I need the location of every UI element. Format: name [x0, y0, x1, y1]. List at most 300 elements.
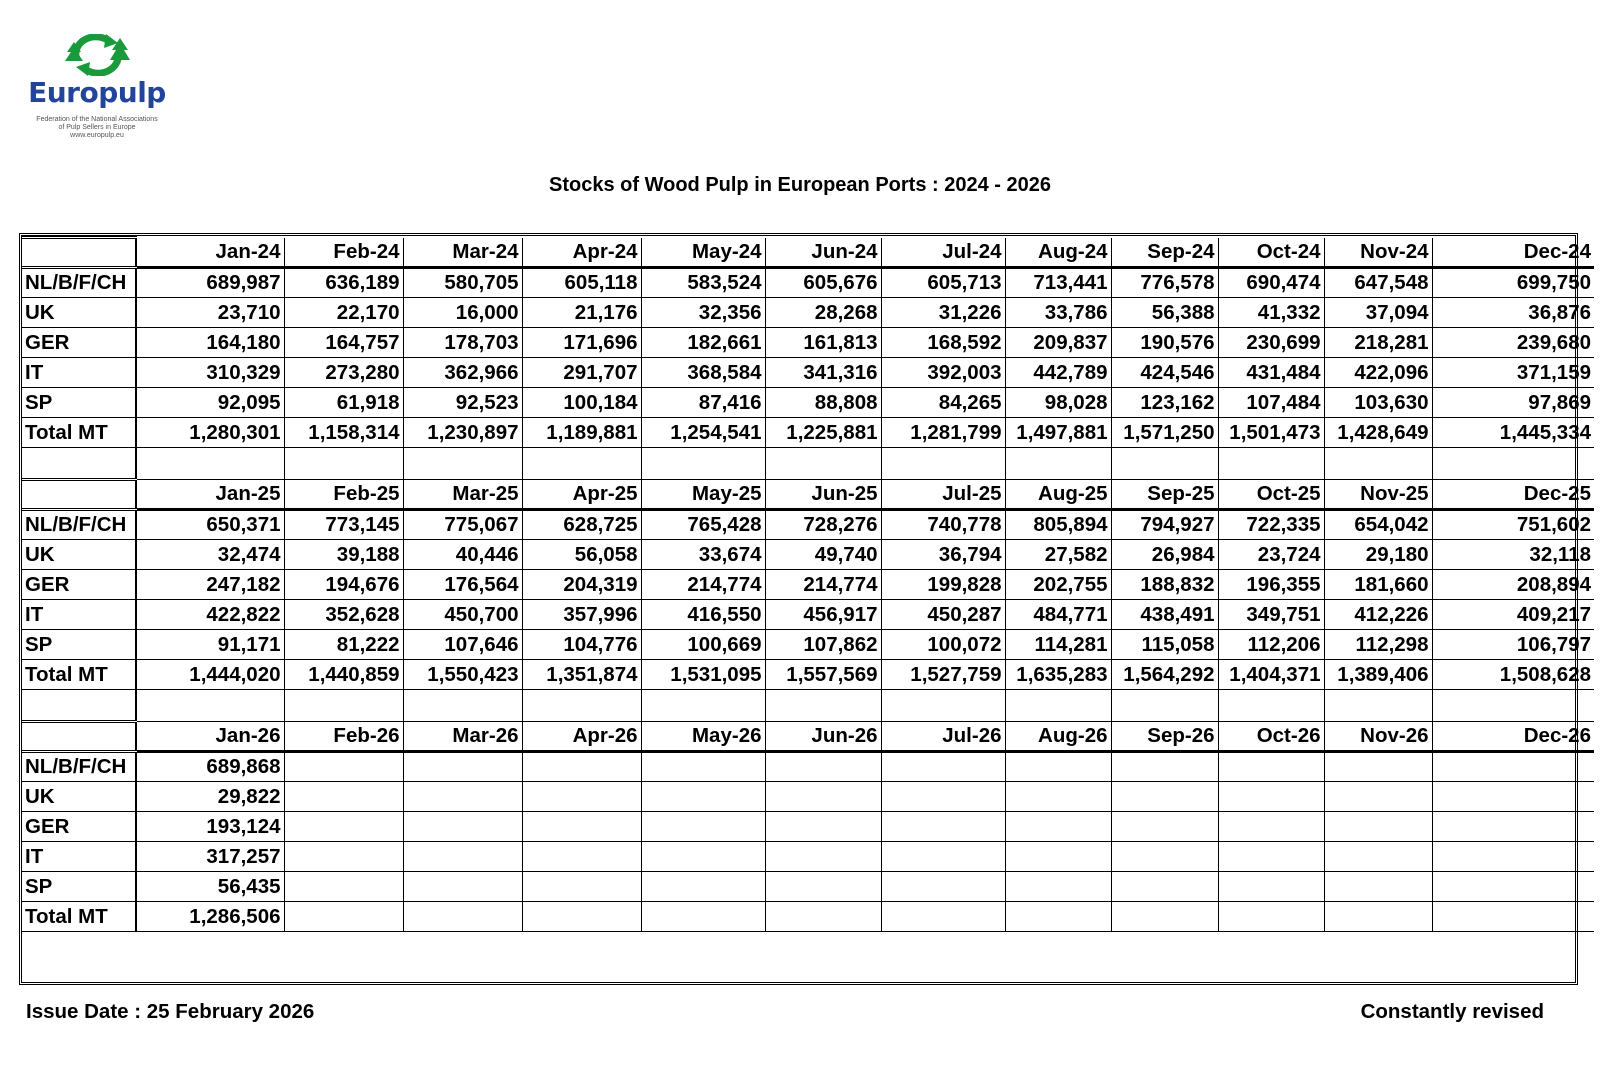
- month-header-cell: May-26: [641, 722, 765, 752]
- value-cell: 456,917: [765, 600, 881, 630]
- month-header-cell: May-24: [641, 238, 765, 268]
- value-cell: 202,755: [1005, 570, 1111, 600]
- value-cell: [881, 782, 1005, 812]
- value-cell: 107,484: [1218, 388, 1324, 418]
- table-row: [22, 268, 1594, 298]
- month-header-cell: May-25: [641, 480, 765, 510]
- row-label: Total MT: [22, 902, 136, 932]
- value-cell: 699,750: [1432, 268, 1594, 298]
- value-cell: 1,230,897: [403, 418, 522, 448]
- value-cell: [522, 752, 641, 782]
- month-header-row: [22, 480, 1594, 510]
- value-cell: [403, 782, 522, 812]
- month-header-cell: Apr-24: [522, 238, 641, 268]
- value-cell: 371,159: [1432, 358, 1594, 388]
- spacer-row: [22, 448, 1594, 480]
- value-cell: 1,404,371: [1218, 660, 1324, 690]
- empty-cell: [1432, 690, 1594, 722]
- value-cell: 412,226: [1324, 600, 1432, 630]
- value-cell: 112,298: [1324, 630, 1432, 660]
- row-label: NL/B/F/CH: [22, 752, 136, 782]
- empty-cell: [1324, 448, 1432, 480]
- value-cell: 230,699: [1218, 328, 1324, 358]
- corner-cell: [22, 722, 136, 752]
- row-label: SP: [22, 630, 136, 660]
- table-row: [22, 388, 1594, 418]
- empty-cell: [1005, 690, 1111, 722]
- value-cell: [1324, 752, 1432, 782]
- row-label: UK: [22, 298, 136, 328]
- value-cell: 352,628: [284, 600, 403, 630]
- value-cell: 1,440,859: [284, 660, 403, 690]
- value-cell: 164,757: [284, 328, 403, 358]
- value-cell: 722,335: [1218, 510, 1324, 540]
- value-cell: [1432, 782, 1594, 812]
- value-cell: [1005, 752, 1111, 782]
- issue-date: Issue Date : 25 February 2026: [26, 1000, 315, 1023]
- value-cell: 583,524: [641, 268, 765, 298]
- value-cell: [403, 812, 522, 842]
- value-cell: 29,180: [1324, 540, 1432, 570]
- value-cell: [403, 752, 522, 782]
- empty-cell: [881, 690, 1005, 722]
- value-cell: 36,876: [1432, 298, 1594, 328]
- value-cell: 1,501,473: [1218, 418, 1324, 448]
- value-cell: 32,474: [136, 540, 284, 570]
- empty-cell: [641, 690, 765, 722]
- empty-cell: [522, 448, 641, 480]
- spacer-row: [22, 690, 1594, 722]
- value-cell: [1324, 782, 1432, 812]
- value-cell: 56,388: [1111, 298, 1218, 328]
- month-header-cell: Aug-24: [1005, 238, 1111, 268]
- value-cell: [1218, 842, 1324, 872]
- value-cell: 1,225,881: [765, 418, 881, 448]
- value-cell: [1111, 752, 1218, 782]
- row-label: GER: [22, 328, 136, 358]
- month-header-cell: Oct-26: [1218, 722, 1324, 752]
- value-cell: 438,491: [1111, 600, 1218, 630]
- value-cell: [522, 782, 641, 812]
- value-cell: 84,265: [881, 388, 1005, 418]
- month-header-cell: Jul-25: [881, 480, 1005, 510]
- value-cell: 196,355: [1218, 570, 1324, 600]
- value-cell: [522, 842, 641, 872]
- table-row: [22, 510, 1594, 540]
- value-cell: 41,332: [1218, 298, 1324, 328]
- value-cell: [1111, 812, 1218, 842]
- row-label: Total MT: [22, 418, 136, 448]
- value-cell: 1,280,301: [136, 418, 284, 448]
- empty-cell: [403, 448, 522, 480]
- table-row: [22, 358, 1594, 388]
- empty-cell: [136, 690, 284, 722]
- value-cell: 422,822: [136, 600, 284, 630]
- value-cell: 204,319: [522, 570, 641, 600]
- value-cell: [1324, 872, 1432, 902]
- value-cell: [284, 872, 403, 902]
- empty-cell: [1324, 690, 1432, 722]
- value-cell: 87,416: [641, 388, 765, 418]
- value-cell: [1218, 782, 1324, 812]
- value-cell: 422,096: [1324, 358, 1432, 388]
- table-row: [22, 872, 1594, 902]
- value-cell: [1218, 812, 1324, 842]
- month-header-cell: Oct-25: [1218, 480, 1324, 510]
- empty-cell: [522, 690, 641, 722]
- empty-cell: [641, 448, 765, 480]
- month-header-cell: Jan-25: [136, 480, 284, 510]
- value-cell: 1,557,569: [765, 660, 881, 690]
- value-cell: [284, 752, 403, 782]
- value-cell: 776,578: [1111, 268, 1218, 298]
- value-cell: 31,226: [881, 298, 1005, 328]
- value-cell: 40,446: [403, 540, 522, 570]
- value-cell: [403, 872, 522, 902]
- value-cell: 1,571,250: [1111, 418, 1218, 448]
- value-cell: [641, 782, 765, 812]
- value-cell: 1,564,292: [1111, 660, 1218, 690]
- value-cell: 27,582: [1005, 540, 1111, 570]
- value-cell: 33,674: [641, 540, 765, 570]
- value-cell: 1,527,759: [881, 660, 1005, 690]
- value-cell: 310,329: [136, 358, 284, 388]
- value-cell: 181,660: [1324, 570, 1432, 600]
- value-cell: 168,592: [881, 328, 1005, 358]
- value-cell: 1,254,541: [641, 418, 765, 448]
- value-cell: [522, 812, 641, 842]
- empty-cell: [1218, 448, 1324, 480]
- table-row: [22, 812, 1594, 842]
- table-row: [22, 298, 1594, 328]
- value-cell: [881, 902, 1005, 932]
- value-cell: [641, 752, 765, 782]
- value-cell: 636,189: [284, 268, 403, 298]
- revision-note: Constantly revised: [1360, 1000, 1544, 1023]
- value-cell: [765, 812, 881, 842]
- row-label: IT: [22, 842, 136, 872]
- value-cell: 26,984: [1111, 540, 1218, 570]
- empty-cell: [1111, 690, 1218, 722]
- row-label: UK: [22, 782, 136, 812]
- value-cell: 49,740: [765, 540, 881, 570]
- value-cell: 317,257: [136, 842, 284, 872]
- value-cell: [1111, 842, 1218, 872]
- value-cell: [641, 812, 765, 842]
- empty-cell: [1111, 448, 1218, 480]
- value-cell: 247,182: [136, 570, 284, 600]
- value-cell: 106,797: [1432, 630, 1594, 660]
- month-header-cell: Dec-26: [1432, 722, 1594, 752]
- value-cell: 28,268: [765, 298, 881, 328]
- value-cell: [765, 872, 881, 902]
- value-cell: 484,771: [1005, 600, 1111, 630]
- value-cell: 654,042: [1324, 510, 1432, 540]
- value-cell: 1,351,874: [522, 660, 641, 690]
- table-row: [22, 782, 1594, 812]
- value-cell: 416,550: [641, 600, 765, 630]
- value-cell: 341,316: [765, 358, 881, 388]
- month-header-cell: Jun-25: [765, 480, 881, 510]
- value-cell: [403, 902, 522, 932]
- corner-cell: [22, 480, 136, 510]
- value-cell: 580,705: [403, 268, 522, 298]
- value-cell: 409,217: [1432, 600, 1594, 630]
- month-header-row: [22, 722, 1594, 752]
- month-header-cell: Nov-24: [1324, 238, 1432, 268]
- value-cell: 171,696: [522, 328, 641, 358]
- value-cell: 115,058: [1111, 630, 1218, 660]
- value-cell: [765, 752, 881, 782]
- value-cell: [765, 842, 881, 872]
- value-cell: 21,176: [522, 298, 641, 328]
- value-cell: 647,548: [1324, 268, 1432, 298]
- month-header-cell: Jun-26: [765, 722, 881, 752]
- empty-cell: [1218, 690, 1324, 722]
- value-cell: [522, 872, 641, 902]
- value-cell: 88,808: [765, 388, 881, 418]
- empty-cell: [765, 448, 881, 480]
- month-header-cell: Aug-25: [1005, 480, 1111, 510]
- value-cell: 773,145: [284, 510, 403, 540]
- empty-cell: [1432, 448, 1594, 480]
- row-label: IT: [22, 358, 136, 388]
- value-cell: 605,118: [522, 268, 641, 298]
- value-cell: 61,918: [284, 388, 403, 418]
- value-cell: 424,546: [1111, 358, 1218, 388]
- logo-tagline: Federation of the National Associations of Pulp Sellers in Europe www.europulp.eu: [36, 116, 158, 139]
- value-cell: 357,996: [522, 600, 641, 630]
- value-cell: [881, 752, 1005, 782]
- value-cell: [1005, 902, 1111, 932]
- value-cell: 208,894: [1432, 570, 1594, 600]
- value-cell: [403, 842, 522, 872]
- page-title: Stocks of Wood Pulp in European Ports : 2024 - 2026: [549, 174, 1051, 196]
- value-cell: 190,576: [1111, 328, 1218, 358]
- value-cell: [1005, 812, 1111, 842]
- value-cell: 112,206: [1218, 630, 1324, 660]
- month-header-row: [22, 238, 1594, 268]
- value-cell: 92,095: [136, 388, 284, 418]
- row-label: Total MT: [22, 660, 136, 690]
- month-header-cell: Nov-26: [1324, 722, 1432, 752]
- value-cell: 107,862: [765, 630, 881, 660]
- month-header-cell: Jun-24: [765, 238, 881, 268]
- value-cell: [284, 842, 403, 872]
- value-cell: 1,158,314: [284, 418, 403, 448]
- value-cell: 33,786: [1005, 298, 1111, 328]
- value-cell: [1218, 752, 1324, 782]
- value-cell: 605,713: [881, 268, 1005, 298]
- value-cell: 97,869: [1432, 388, 1594, 418]
- value-cell: 713,441: [1005, 268, 1111, 298]
- value-cell: 214,774: [765, 570, 881, 600]
- empty-cell: [1005, 448, 1111, 480]
- value-cell: 1,428,649: [1324, 418, 1432, 448]
- value-cell: 751,602: [1432, 510, 1594, 540]
- value-cell: [284, 812, 403, 842]
- value-cell: 209,837: [1005, 328, 1111, 358]
- value-cell: 81,222: [284, 630, 403, 660]
- month-header-cell: Sep-26: [1111, 722, 1218, 752]
- value-cell: 193,124: [136, 812, 284, 842]
- table-row: [22, 630, 1594, 660]
- value-cell: 805,894: [1005, 510, 1111, 540]
- month-header-cell: Jan-24: [136, 238, 284, 268]
- month-header-cell: Mar-24: [403, 238, 522, 268]
- value-cell: [641, 872, 765, 902]
- month-header-cell: Apr-25: [522, 480, 641, 510]
- value-cell: 91,171: [136, 630, 284, 660]
- month-header-cell: Jan-26: [136, 722, 284, 752]
- value-cell: 1,286,506: [136, 902, 284, 932]
- month-header-cell: Sep-25: [1111, 480, 1218, 510]
- value-cell: 1,635,283: [1005, 660, 1111, 690]
- value-cell: 728,276: [765, 510, 881, 540]
- value-cell: 188,832: [1111, 570, 1218, 600]
- month-header-cell: Dec-25: [1432, 480, 1594, 510]
- month-header-cell: Aug-26: [1005, 722, 1111, 752]
- value-cell: 100,184: [522, 388, 641, 418]
- month-header-cell: Oct-24: [1218, 238, 1324, 268]
- value-cell: 176,564: [403, 570, 522, 600]
- value-cell: 22,170: [284, 298, 403, 328]
- month-header-cell: Apr-26: [522, 722, 641, 752]
- value-cell: 650,371: [136, 510, 284, 540]
- value-cell: 92,523: [403, 388, 522, 418]
- empty-cell: [881, 448, 1005, 480]
- value-cell: 450,287: [881, 600, 1005, 630]
- value-cell: [881, 842, 1005, 872]
- value-cell: 368,584: [641, 358, 765, 388]
- value-cell: [1005, 842, 1111, 872]
- value-cell: 1,531,095: [641, 660, 765, 690]
- value-cell: 104,776: [522, 630, 641, 660]
- corner-cell: [22, 238, 136, 268]
- table-row: [22, 842, 1594, 872]
- value-cell: 182,661: [641, 328, 765, 358]
- value-cell: 291,707: [522, 358, 641, 388]
- value-cell: 1,281,799: [881, 418, 1005, 448]
- value-cell: 689,868: [136, 752, 284, 782]
- logo-name: Europulp: [28, 76, 166, 109]
- value-cell: 98,028: [1005, 388, 1111, 418]
- value-cell: [1218, 902, 1324, 932]
- stocks-table: [22, 236, 1594, 932]
- month-header-cell: Feb-25: [284, 480, 403, 510]
- value-cell: 605,676: [765, 268, 881, 298]
- empty-cell: [22, 448, 136, 480]
- value-cell: 450,700: [403, 600, 522, 630]
- value-cell: 36,794: [881, 540, 1005, 570]
- value-cell: 214,774: [641, 570, 765, 600]
- value-cell: [284, 902, 403, 932]
- value-cell: [522, 902, 641, 932]
- empty-cell: [22, 690, 136, 722]
- row-label: SP: [22, 872, 136, 902]
- value-cell: 690,474: [1218, 268, 1324, 298]
- row-label: UK: [22, 540, 136, 570]
- value-cell: 23,710: [136, 298, 284, 328]
- value-cell: 29,822: [136, 782, 284, 812]
- value-cell: 100,072: [881, 630, 1005, 660]
- value-cell: 23,724: [1218, 540, 1324, 570]
- value-cell: 161,813: [765, 328, 881, 358]
- value-cell: 775,067: [403, 510, 522, 540]
- value-cell: 740,778: [881, 510, 1005, 540]
- month-header-cell: Mar-25: [403, 480, 522, 510]
- value-cell: 442,789: [1005, 358, 1111, 388]
- table-row: [22, 902, 1594, 932]
- row-label: SP: [22, 388, 136, 418]
- value-cell: [1218, 872, 1324, 902]
- value-cell: 16,000: [403, 298, 522, 328]
- value-cell: 794,927: [1111, 510, 1218, 540]
- value-cell: [1324, 902, 1432, 932]
- value-cell: [641, 842, 765, 872]
- value-cell: 349,751: [1218, 600, 1324, 630]
- value-cell: 239,680: [1432, 328, 1594, 358]
- value-cell: 107,646: [403, 630, 522, 660]
- value-cell: [1432, 752, 1594, 782]
- row-label: GER: [22, 570, 136, 600]
- value-cell: [1432, 812, 1594, 842]
- month-header-cell: Jul-24: [881, 238, 1005, 268]
- value-cell: [765, 902, 881, 932]
- value-cell: [1324, 812, 1432, 842]
- month-header-cell: Dec-24: [1432, 238, 1594, 268]
- month-header-cell: Feb-24: [284, 238, 403, 268]
- value-cell: [1005, 872, 1111, 902]
- value-cell: 32,356: [641, 298, 765, 328]
- value-cell: 1,444,020: [136, 660, 284, 690]
- month-header-cell: Nov-25: [1324, 480, 1432, 510]
- value-cell: 431,484: [1218, 358, 1324, 388]
- value-cell: [1324, 842, 1432, 872]
- value-cell: 689,987: [136, 268, 284, 298]
- value-cell: 218,281: [1324, 328, 1432, 358]
- row-label: NL/B/F/CH: [22, 510, 136, 540]
- value-cell: [881, 812, 1005, 842]
- value-cell: 199,828: [881, 570, 1005, 600]
- value-cell: [1432, 842, 1594, 872]
- value-cell: 1,508,628: [1432, 660, 1594, 690]
- value-cell: 123,162: [1111, 388, 1218, 418]
- month-header-cell: Sep-24: [1111, 238, 1218, 268]
- table-row: [22, 328, 1594, 358]
- month-header-cell: Feb-26: [284, 722, 403, 752]
- value-cell: [1111, 872, 1218, 902]
- value-cell: 103,630: [1324, 388, 1432, 418]
- value-cell: 273,280: [284, 358, 403, 388]
- table-row: [22, 418, 1594, 448]
- table-row: [22, 570, 1594, 600]
- value-cell: [1111, 902, 1218, 932]
- row-label: GER: [22, 812, 136, 842]
- value-cell: 178,703: [403, 328, 522, 358]
- value-cell: 1,445,334: [1432, 418, 1594, 448]
- table-row: [22, 600, 1594, 630]
- empty-cell: [284, 448, 403, 480]
- month-header-cell: Jul-26: [881, 722, 1005, 752]
- month-header-cell: Mar-26: [403, 722, 522, 752]
- value-cell: [1432, 872, 1594, 902]
- value-cell: 194,676: [284, 570, 403, 600]
- empty-cell: [403, 690, 522, 722]
- value-cell: 37,094: [1324, 298, 1432, 328]
- value-cell: 1,550,423: [403, 660, 522, 690]
- recycle-trees-icon: [62, 34, 132, 76]
